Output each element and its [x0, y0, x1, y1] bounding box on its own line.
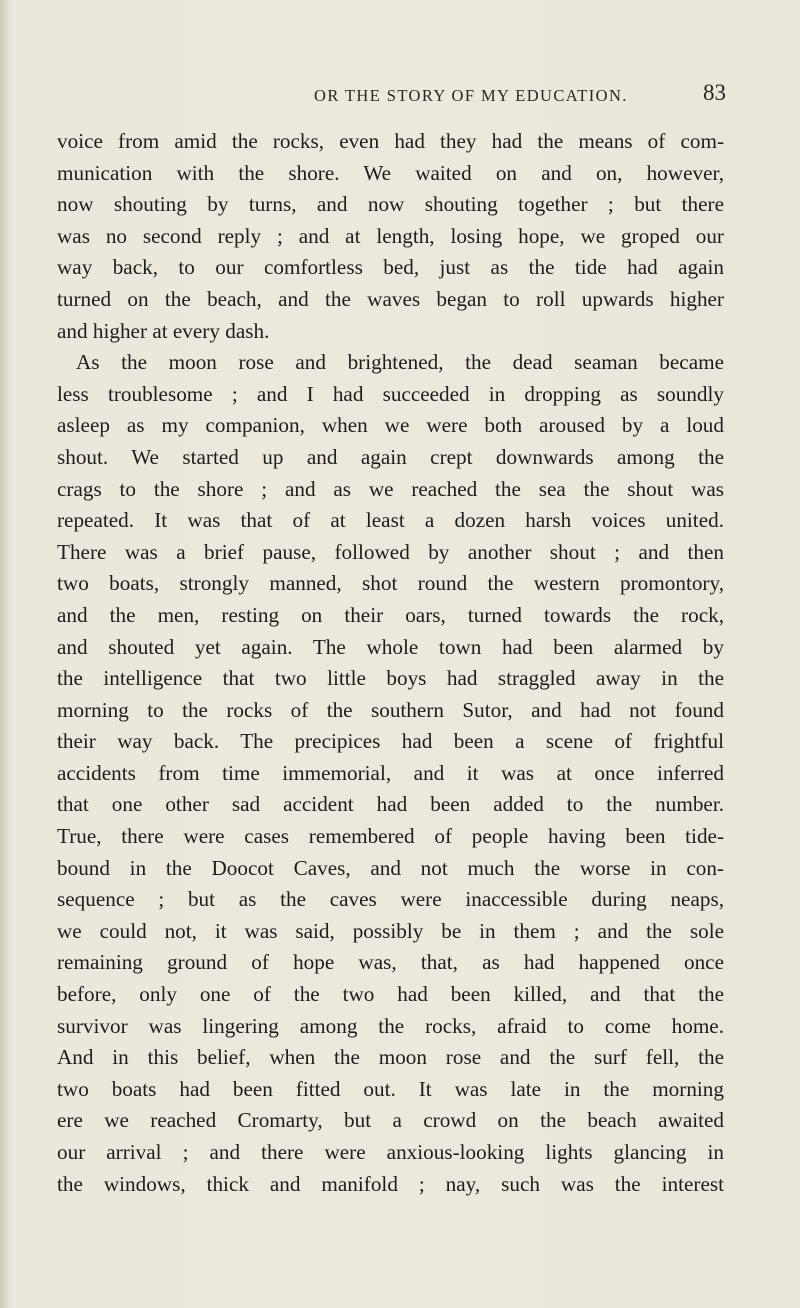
text-line: and the men, resting on their oars, turned towards the rock, — [57, 602, 724, 627]
text-line: we could not, it was said, possibly be in them ; and the sole — [57, 918, 724, 943]
text-line: accidents from time immemorial, and it was at once inferred — [57, 760, 724, 785]
text-line: bound in the Doocot Caves, and not much the worse in con- — [57, 855, 724, 880]
text-line: turned on the beach, and the waves began to roll upwards higher — [57, 286, 724, 311]
page-number: 83 — [703, 80, 726, 105]
text-line: before, only one of the two had been killed, and that the — [57, 982, 724, 1007]
text-line: two boats, strongly manned, shot round the western promontory, — [57, 571, 724, 596]
text-line: the windows, thick and manifold ; nay, such was the interest — [57, 1171, 724, 1196]
text-line: repeated. It was that of at least a dozen harsh voices united. — [57, 508, 724, 533]
text-line: True, there were cases remembered of people having been tide- — [57, 824, 724, 849]
text-line: survivor was lingering among the rocks, afraid to come home. — [57, 1013, 724, 1038]
text-line: As the moon rose and brightened, the dead seaman became — [76, 350, 724, 375]
running-head — [0, 80, 800, 110]
text-line: our arrival ; and there were anxious-looking lights glancing in — [57, 1140, 724, 1164]
text-line: sequence ; but as the caves were inaccessible during neaps, — [57, 887, 724, 912]
text-line: asleep as my companion, when we were both aroused by a loud — [57, 413, 724, 438]
text-line: There was a brief pause, followed by another shout ; and then — [57, 539, 724, 564]
text-line: morning to the rocks of the southern Sutor, and had not found — [57, 697, 724, 722]
text-line: shout. We started up and again crept downwards among the — [57, 444, 724, 469]
text-line: and higher at every dash. — [57, 318, 270, 343]
gutter-shadow — [0, 0, 10, 1308]
text-line: now shouting by turns, and now shouting together ; but there — [57, 192, 724, 217]
text-line: way back, to our comfortless bed, just as the tide had again — [57, 255, 724, 280]
text-line: remaining ground of hope was, that, as had happened once — [57, 950, 724, 975]
text-line: that one other sad accident had been added to the number. — [57, 792, 724, 817]
text-line: crags to the shore ; and as we reached the sea the shout was — [57, 476, 724, 501]
body-text — [57, 126, 724, 1200]
text-line: And in this belief, when the moon rose and the surf fell, the — [57, 1045, 724, 1070]
text-line: less troublesome ; and I had succeeded in dropping as soundly — [57, 381, 724, 406]
text-line: and shouted yet again. The whole town had been alarmed by — [57, 634, 724, 659]
text-line: was no second reply ; and at length, losing hope, we groped our — [57, 223, 724, 248]
text-line: munication with the shore. We waited on and on, however, — [57, 160, 724, 185]
text-line: voice from amid the rocks, even had they had the means of com- — [57, 129, 724, 153]
running-title: OR THE STORY OF MY EDUCATION. — [314, 86, 628, 105]
text-line: the intelligence that two little boys had straggled away in the — [57, 666, 724, 691]
text-line: their way back. The precipices had been a scene of frightful — [57, 729, 724, 754]
text-line: two boats had been fitted out. It was late in the morning — [57, 1076, 724, 1101]
text-line: ere we reached Cromarty, but a crowd on the beach awaited — [57, 1108, 724, 1133]
